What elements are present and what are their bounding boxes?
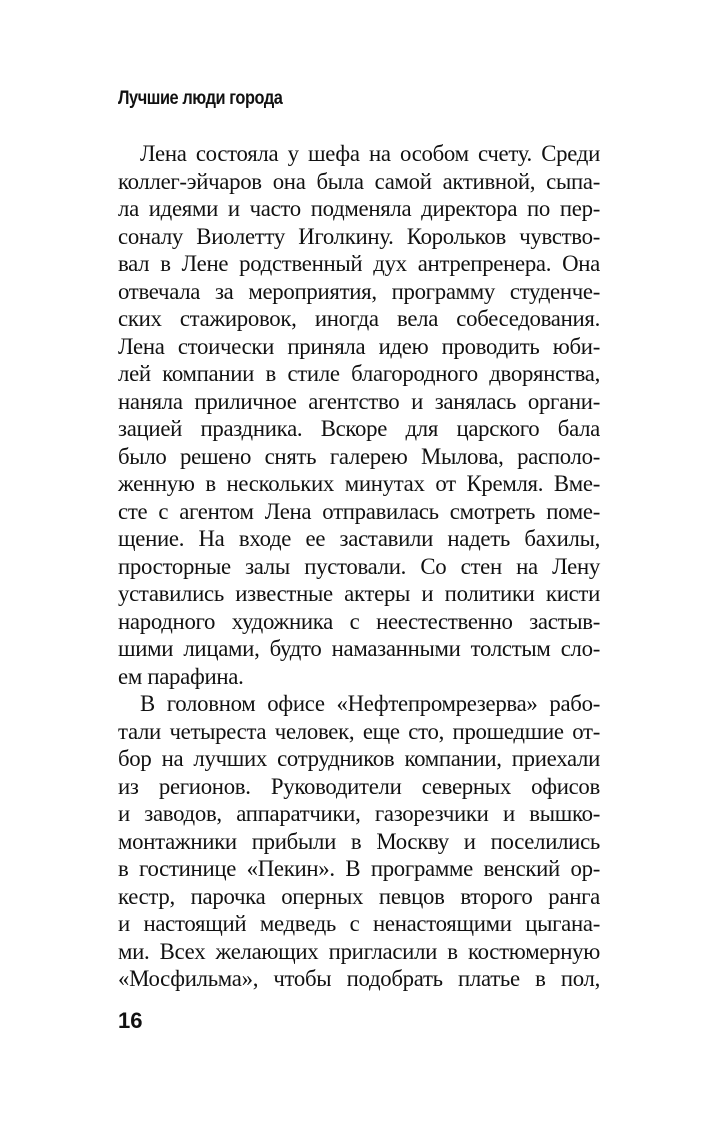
page-number: 16 <box>118 1008 143 1033</box>
text-line: Лена состояла у шефа на особом счету. Среди <box>140 141 600 166</box>
text-line: ских стажировок, иногда вела собеседования. <box>118 306 600 331</box>
text-line: сте с агентом Лена отправилась смотреть поме- <box>118 498 600 524</box>
text-line: и заводов, аппаратчики, газорезчики и вышко- <box>118 801 600 826</box>
text-line: просторные залы пустовали. Со стен на Лену <box>118 553 600 579</box>
text-line: тали четыреста человек, еще сто, прошедшие от- <box>118 718 600 744</box>
paragraph-2 <box>118 690 600 993</box>
text-line: бор на лучших сотрудников компании, приехали <box>118 746 600 771</box>
text-line: наняла приличное агентство и занялась органи- <box>118 388 600 414</box>
text-line: соналу Виолетту Иголкину. Корольков чувство- <box>118 223 600 249</box>
text-line: ем парафина. <box>118 663 244 689</box>
text-line: кестр, парочка оперных певцов второго ранга <box>118 883 600 909</box>
text-line: вал в Лене родственный дух антрепренера. Она <box>118 251 600 276</box>
text-line: Лена стоически приняла идею проводить юби- <box>118 333 600 359</box>
text-line: в гостинице «Пекин». В программе венский ор- <box>118 856 600 881</box>
text-line: из регионов. Руководители северных офисов <box>118 773 600 799</box>
body-text <box>118 140 600 993</box>
text-line: ми. Всех желающих пригласили в костюмерную <box>118 938 600 964</box>
text-line: было решено снять галерею Мылова, располо- <box>118 443 600 469</box>
text-line: «Мосфильма», чтобы подобрать платье в пол, <box>118 966 600 991</box>
text-line: женную в нескольких минутах от Кремля. Вме- <box>118 471 600 496</box>
text-line: и настоящий медведь с ненастоящими цыгана- <box>118 911 600 936</box>
text-line: шими лицами, будто намазанными толстым сло- <box>118 636 600 661</box>
text-line: ла идеями и часто подменяла директора по пер- <box>118 196 600 221</box>
paragraph-1 <box>118 140 600 690</box>
running-head: Лучшие люди города <box>118 88 283 109</box>
text-line: народного художника с неестественно застыв- <box>118 608 600 634</box>
text-line: щение. На входе ее заставили надеть бахилы, <box>118 526 600 551</box>
text-line: лей компании в стиле благородного дворянства, <box>118 361 600 386</box>
text-line: отвечала за мероприятия, программу студенче- <box>118 278 600 304</box>
text-line: коллег-эйчаров она была самой активной, сыпа- <box>118 168 600 194</box>
text-line: уставились известные актеры и политики кисти <box>118 581 600 606</box>
text-line: В головном офисе «Нефтепромрезерва» рабо- <box>140 691 600 716</box>
text-line: зацией праздника. Вскоре для царского бала <box>118 416 600 441</box>
text-line: монтажники прибыли в Москву и поселились <box>118 828 600 854</box>
